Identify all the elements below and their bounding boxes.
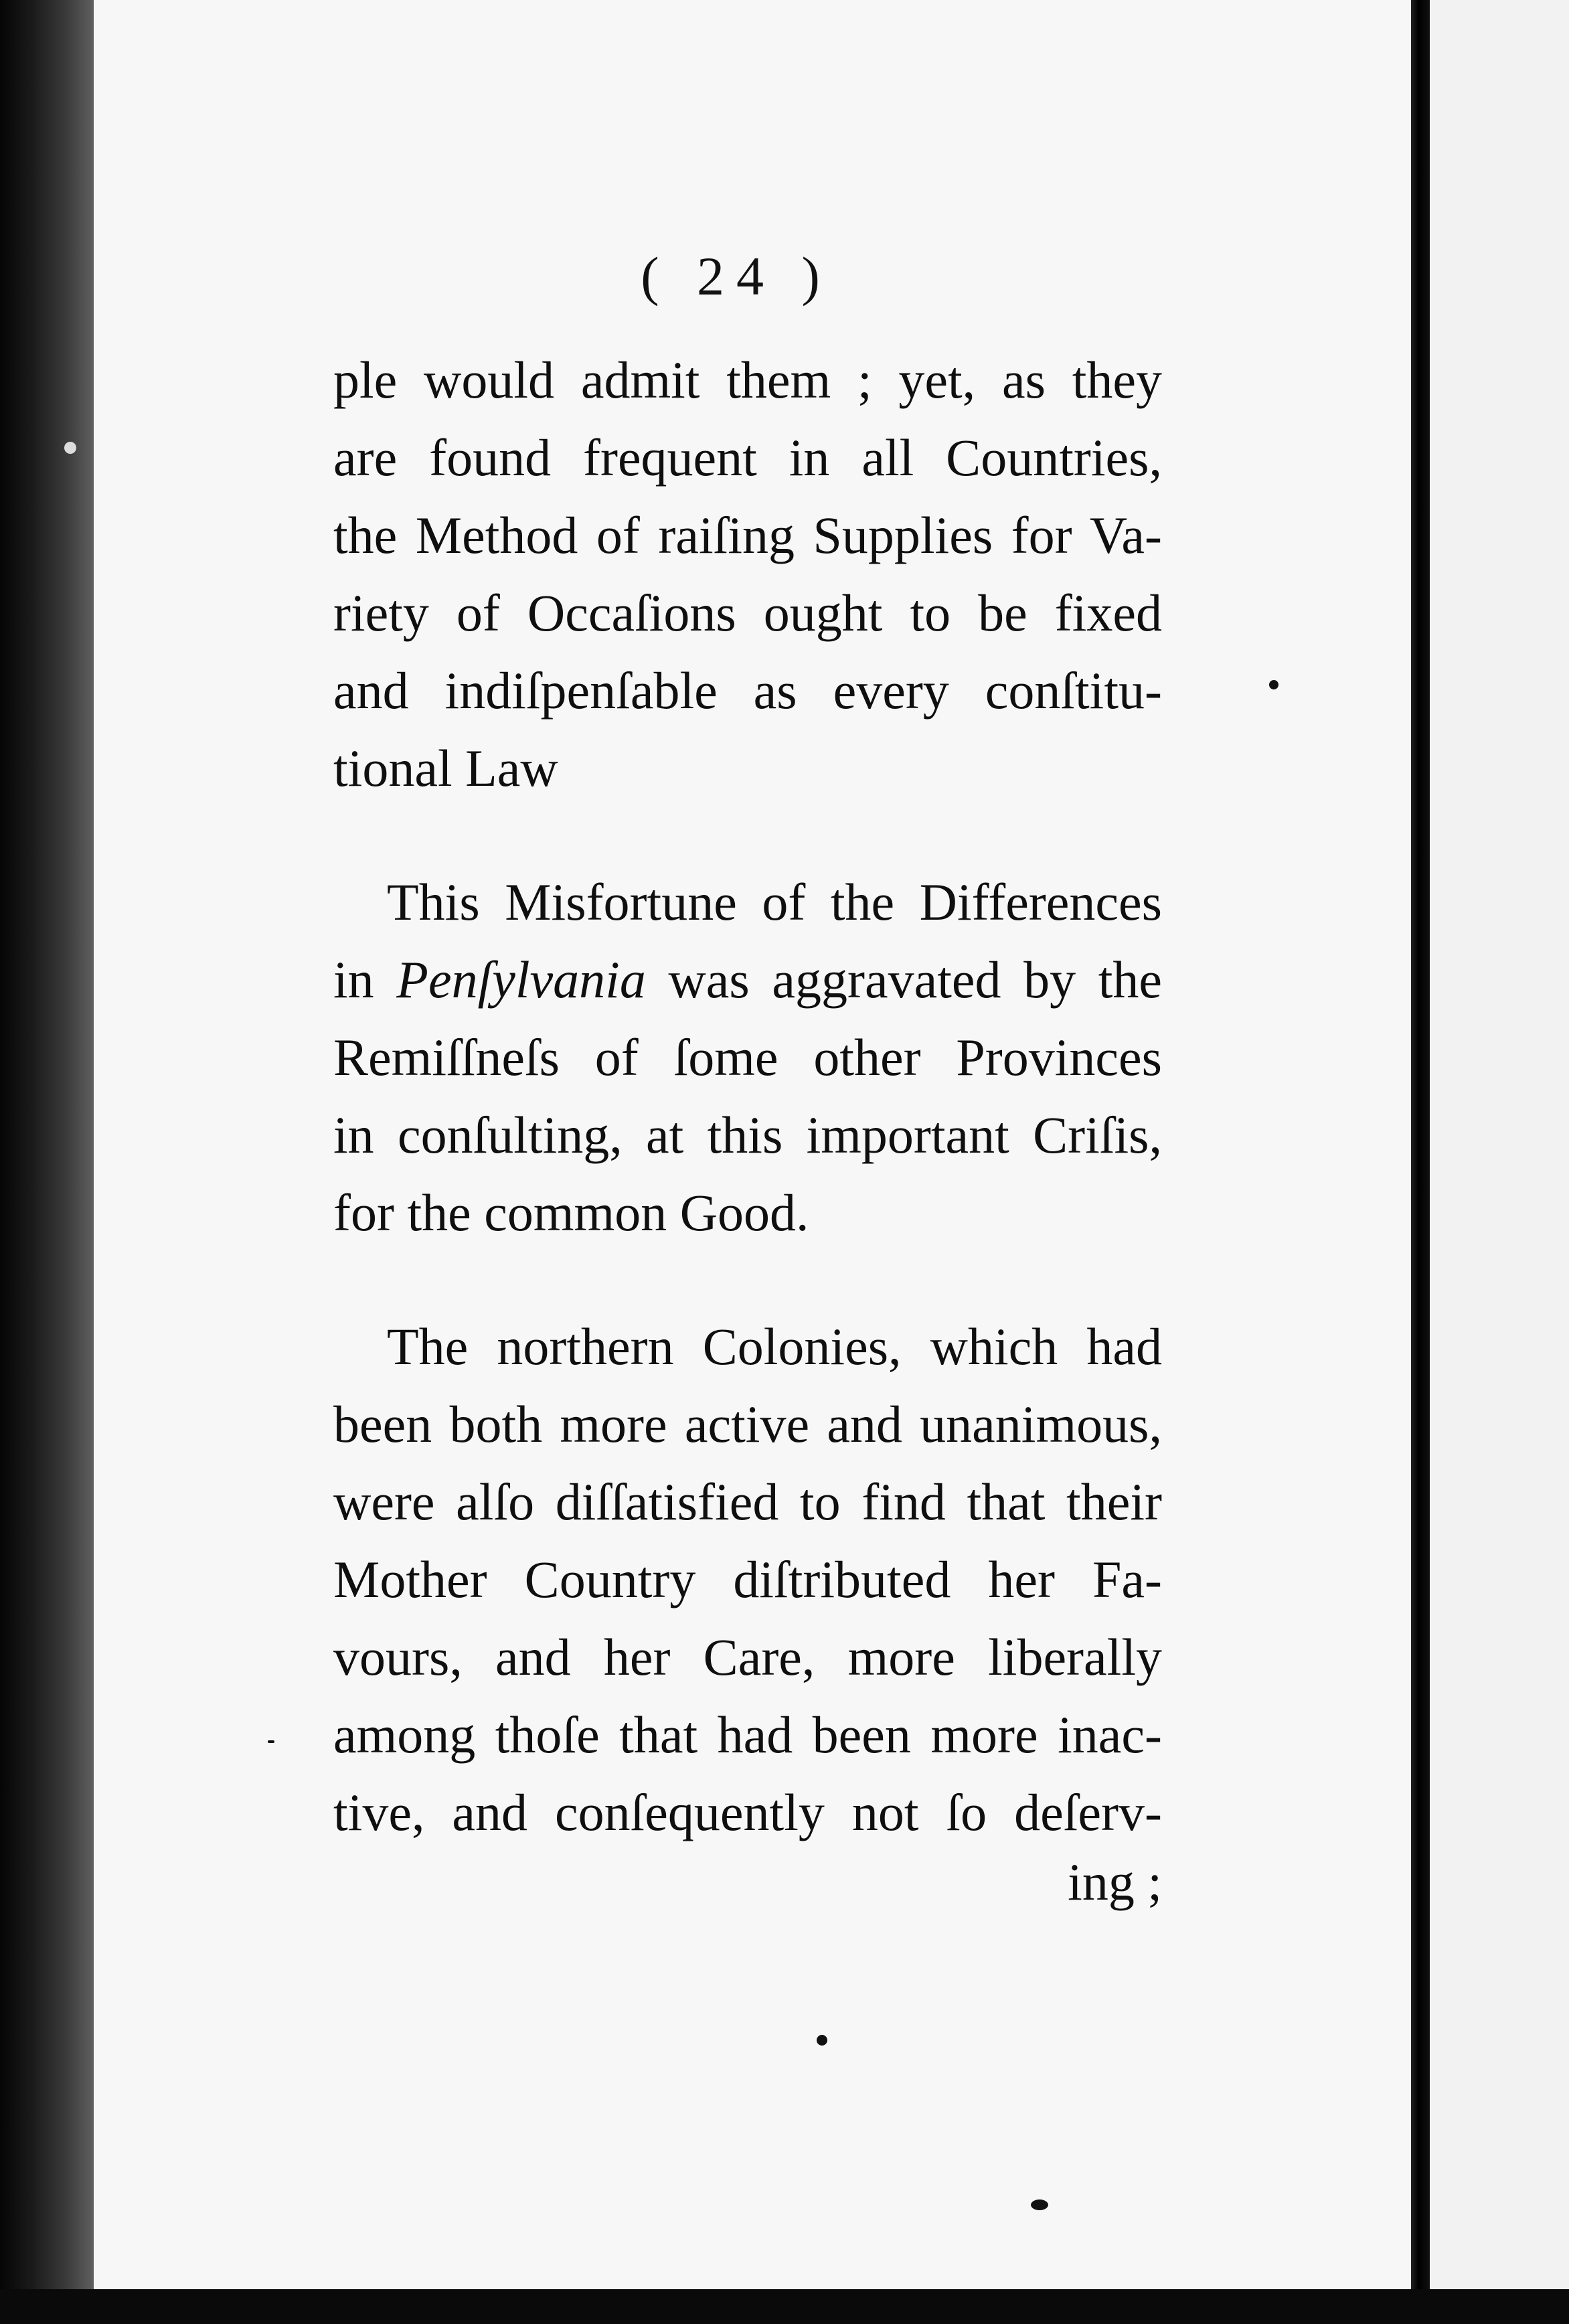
text-line: for the common Good. [333,1183,809,1242]
text-line: riety of Occaſions ought to be fixed [333,584,1162,642]
text-line: ple would admit them ; yet, as they [333,351,1162,409]
text-line: This Misfortune of the Differences [387,873,1162,931]
text-line: The northern Colonies, which had [387,1317,1162,1376]
text-line: vours, and her Care, more liberally [333,1628,1162,1686]
text-line: and indiſpenſable as every conſtitu- [333,661,1162,720]
text-line: among thoſe that had been more inac- [333,1706,1162,1764]
text-line: Mother Country diſtributed her Fa- [333,1550,1162,1608]
text-line: tive, and conſequently not ſo deſerv- [333,1783,1162,1841]
ink-speck [268,1740,274,1743]
text-line: the Method of raiſing Supplies for Va- [333,506,1162,564]
text-line: been both more active and unanimous, [333,1395,1162,1453]
catchword-block [333,1843,1162,1921]
paragraph-1 [333,341,1162,807]
text-line: tional Law [333,739,558,797]
text-line: in conſulting, at this important Criſis, [333,1106,1162,1164]
text-line: Remiſſneſs of ſome other Provinces [333,1028,1162,1086]
page-gutter [1411,0,1430,2289]
book-binding-edge [0,0,94,2324]
text-line: were alſo diſſatisfied to find that their [333,1473,1162,1531]
ink-speck [817,2035,827,2046]
text-fragment: was aggravated by the [668,950,1163,1009]
page-number-header: ( 24 ) [641,246,832,307]
ink-speck [64,442,76,454]
catchword: ing ; [1068,1853,1162,1911]
ink-speck [1269,680,1278,689]
text-line-italic-mixed [333,941,1162,1019]
bottom-edge [0,2289,1569,2324]
facing-page-edge [1430,0,1569,2289]
text-line: are found frequent in all Countries, [333,428,1162,487]
text-fragment: in [333,950,374,1009]
paragraph-2 [333,863,1162,1252]
italic-place-name: Penſylvania [396,950,646,1009]
paragraph-3 [333,1308,1162,1851]
ink-speck [1031,2200,1048,2210]
